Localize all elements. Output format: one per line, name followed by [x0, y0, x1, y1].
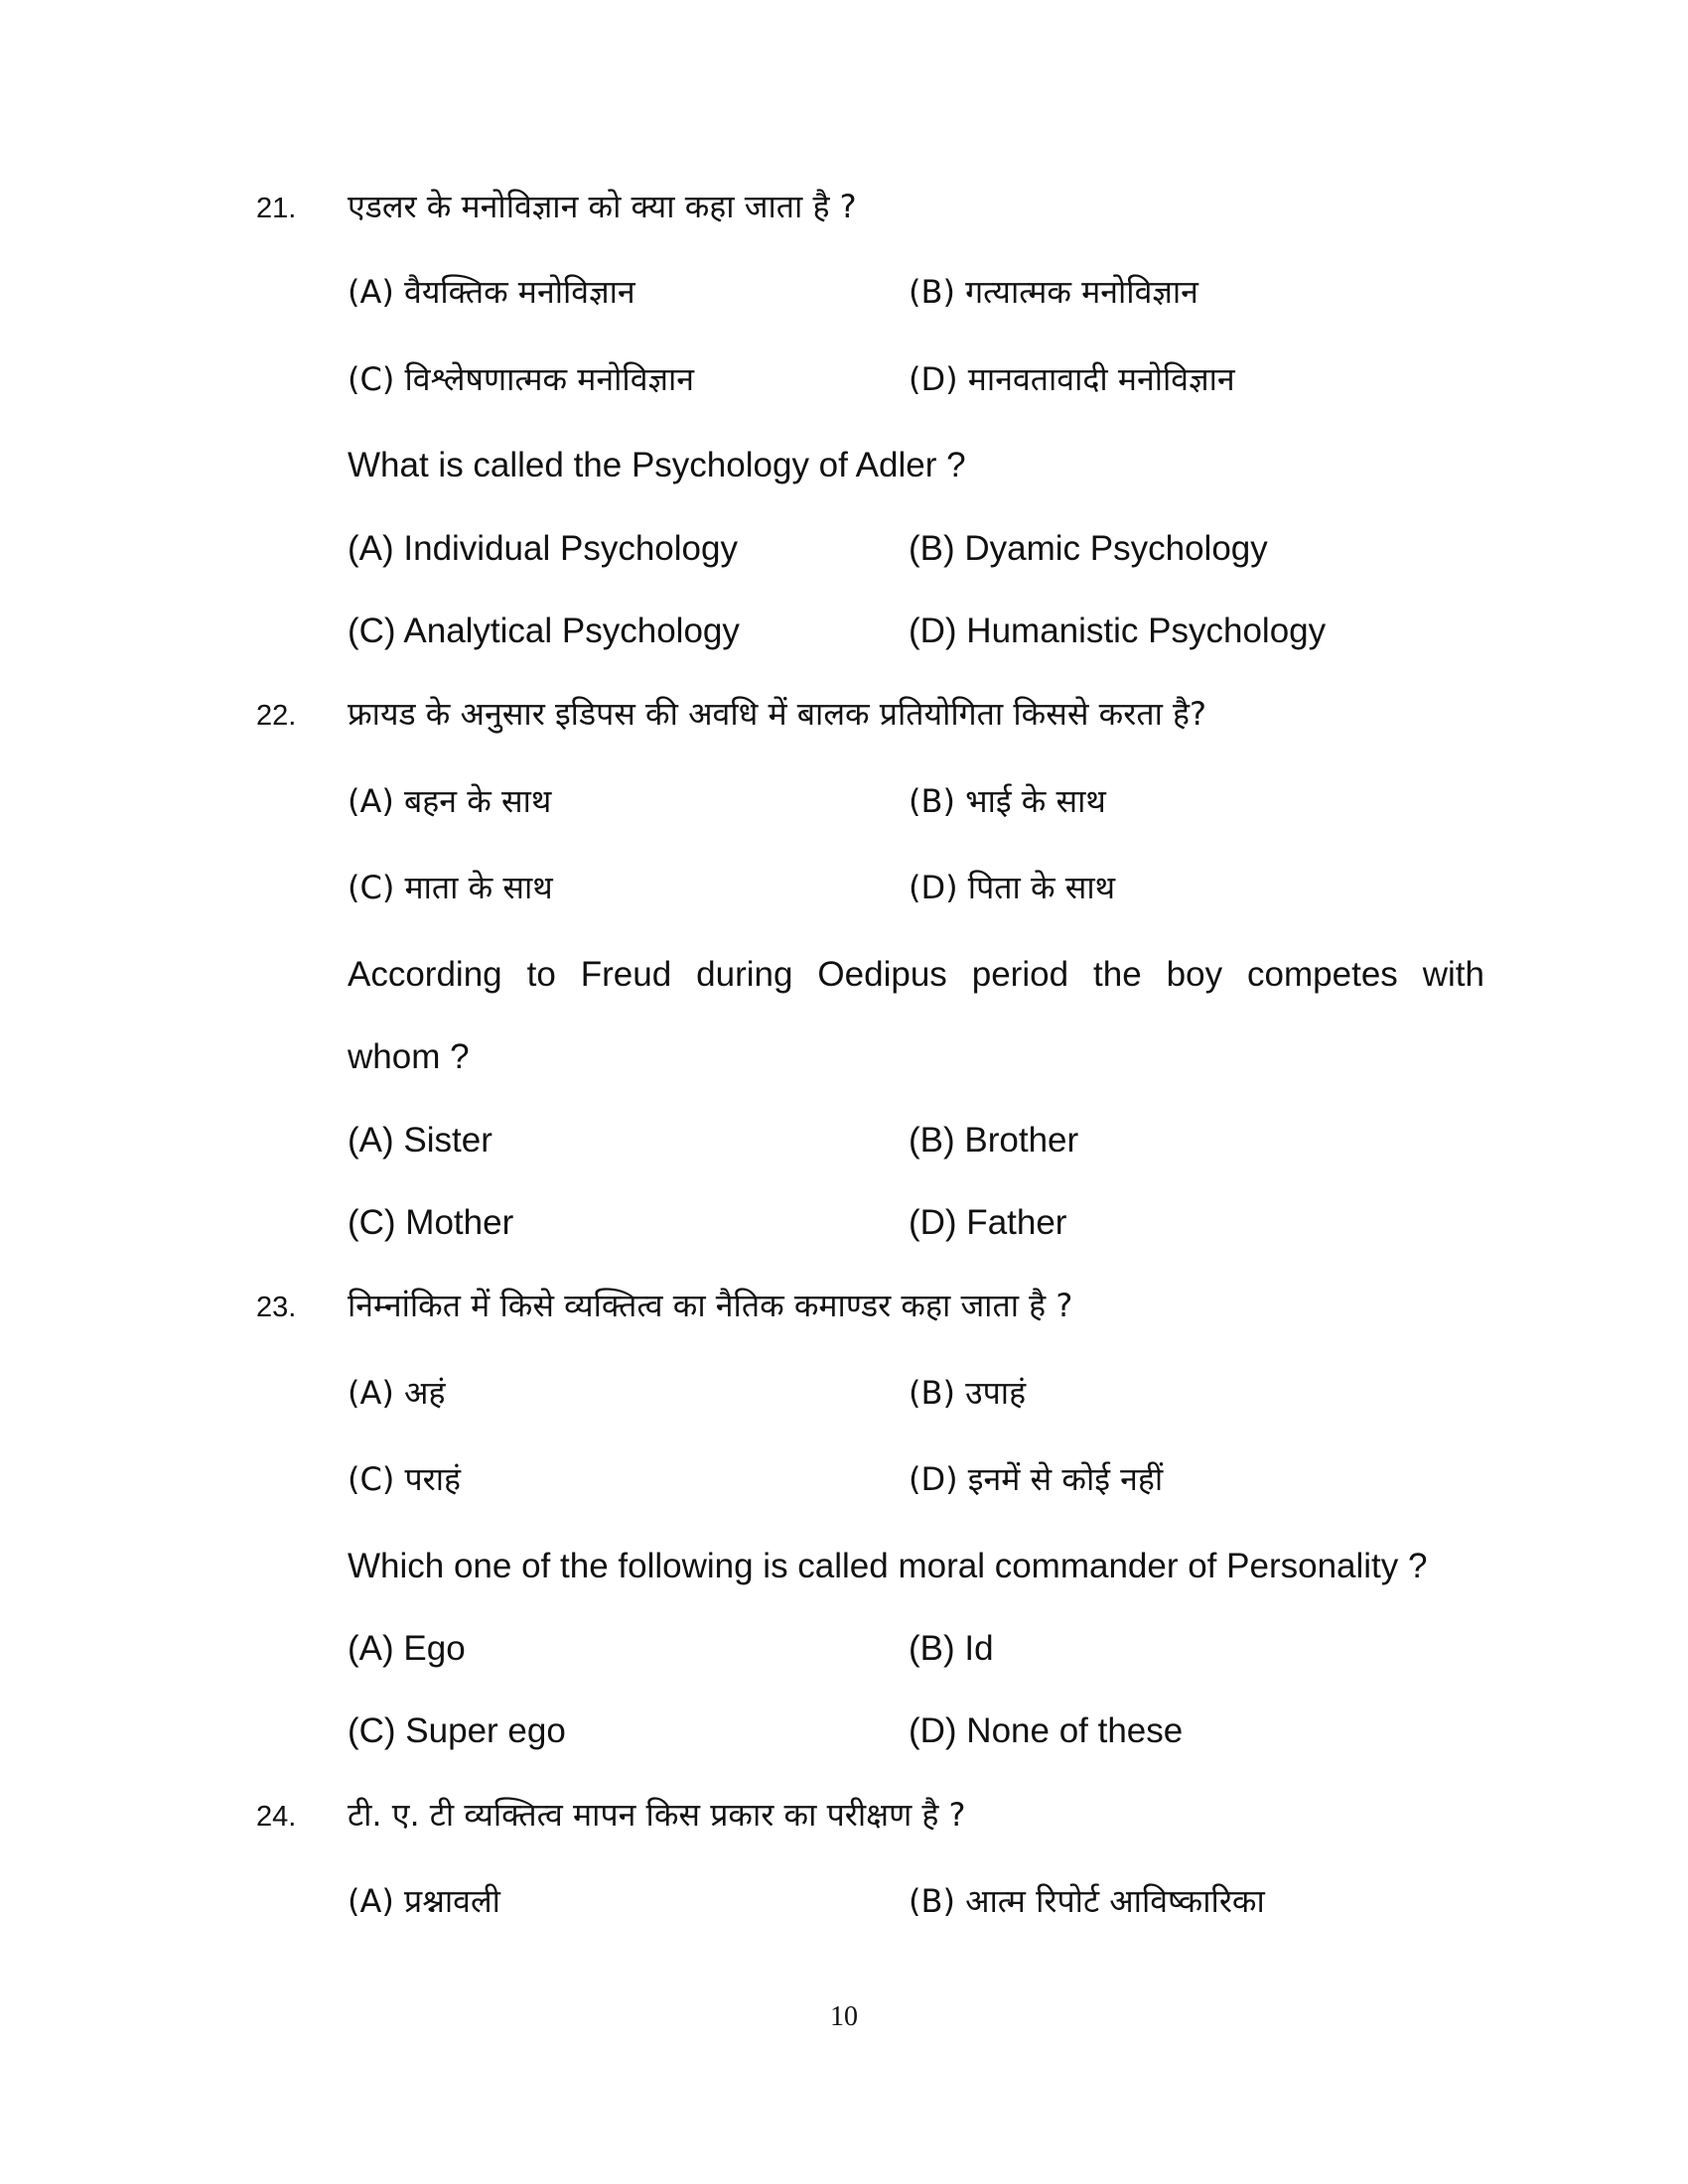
q21-hindi-option-b: (B) गत्यात्मक मनोविज्ञान [909, 273, 1198, 311]
q21-hindi-option-a: (A) वैयक्तिक मनोविज्ञान [348, 273, 635, 311]
q22-english-question-line-2: whom ? [348, 1037, 470, 1076]
q23-english-question: Which one of the following is called moral commander of Personality ? [348, 1547, 1428, 1585]
q22-hindi-question: फ्रायड के अनुसार इडिपस की अवधि में बालक प्रतियोगिता किससे करता है? [348, 695, 1207, 733]
q21-english-options-row-1 [0, 519, 1688, 579]
q21-english-question-row [0, 436, 1688, 495]
q23-english-option-c: (C) Super ego [348, 1711, 566, 1750]
q23-english-option-d: (D) None of these [909, 1711, 1184, 1750]
q21-hindi-options-row-2 [0, 349, 1688, 409]
q22-hindi-option-c: (C) माता के साथ [348, 869, 553, 906]
q22-english-question-row-2 [0, 1027, 1688, 1087]
q22-hindi-options-row-2 [0, 858, 1688, 917]
q22-english-question-row-1 [0, 945, 1688, 1005]
q21-hindi-question-row [0, 177, 1688, 236]
q21-english-option-c: (C) Analytical Psychology [348, 612, 740, 650]
q23-english-option-a: (A) Ego [348, 1629, 466, 1668]
q22-english-options-row-2 [0, 1193, 1688, 1253]
q23-english-option-b: (B) Id [909, 1629, 994, 1668]
q22-english-option-d: (D) Father [909, 1203, 1067, 1242]
q21-hindi-option-c: (C) विश्लेषणात्मक मनोविज्ञान [348, 360, 695, 398]
q23-hindi-option-a: (A) अहं [348, 1374, 446, 1412]
q23-english-options-row-1 [0, 1619, 1688, 1679]
q24-hindi-option-a: (A) प्रश्नावली [348, 1882, 500, 1920]
q22-hindi-question-row [0, 684, 1688, 744]
q23-hindi-option-b: (B) उपाहं [909, 1374, 1027, 1412]
q21-english-options-row-2 [0, 602, 1688, 661]
question-number: 24. [256, 1801, 297, 1833]
q23-hindi-question: निम्नांकित में किसे व्यक्तित्व का नैतिक कमाण्डर कहा जाता है ? [348, 1287, 1073, 1324]
q21-english-option-b: (B) Dyamic Psychology [909, 529, 1268, 568]
q21-hindi-options-row-1 [0, 262, 1688, 322]
q22-english-question-line-1: According to Freud during Oedipus period the boy competes with [348, 955, 1484, 994]
q21-english-option-a: (A) Individual Psychology [348, 529, 738, 568]
q22-hindi-options-row-1 [0, 771, 1688, 831]
q23-english-question-row [0, 1537, 1688, 1596]
q23-hindi-option-d: (D) इनमें से कोई नहीं [909, 1460, 1164, 1498]
q22-english-options-row-1 [0, 1111, 1688, 1170]
q24-hindi-options-row-1 [0, 1871, 1688, 1931]
q23-hindi-question-row [0, 1276, 1688, 1335]
q24-hindi-question-row [0, 1785, 1688, 1844]
q22-hindi-option-d: (D) पिता के साथ [909, 869, 1116, 906]
q21-english-option-d: (D) Humanistic Psychology [909, 612, 1327, 650]
q24-hindi-option-b: (B) आत्म रिपोर्ट आविष्कारिका [909, 1882, 1265, 1920]
q22-hindi-option-a: (A) बहन के साथ [348, 782, 552, 820]
q22-english-option-a: (A) Sister [348, 1121, 492, 1160]
q24-hindi-question: टी. ए. टी व्यक्तित्व मापन किस प्रकार का परीक्षण है ? [348, 1796, 966, 1834]
q22-english-option-c: (C) Mother [348, 1203, 514, 1242]
q23-hindi-options-row-2 [0, 1449, 1688, 1509]
question-number: 21. [256, 193, 297, 224]
q23-hindi-option-c: (C) पराहं [348, 1460, 462, 1498]
q21-hindi-option-d: (D) मानवतावादी मनोविज्ञान [909, 360, 1235, 398]
q23-english-options-row-2 [0, 1702, 1688, 1761]
q22-hindi-option-b: (B) भाई के साथ [909, 782, 1106, 820]
q21-hindi-question: एडलर के मनोविज्ञान को क्या कहा जाता है ? [348, 188, 857, 225]
question-number: 22. [256, 700, 297, 732]
page-number: 10 [830, 2001, 858, 2032]
question-number: 23. [256, 1292, 297, 1323]
q21-english-question: What is called the Psychology of Adler ? [348, 446, 966, 484]
q22-english-option-b: (B) Brother [909, 1121, 1079, 1160]
q23-hindi-options-row-1 [0, 1363, 1688, 1423]
